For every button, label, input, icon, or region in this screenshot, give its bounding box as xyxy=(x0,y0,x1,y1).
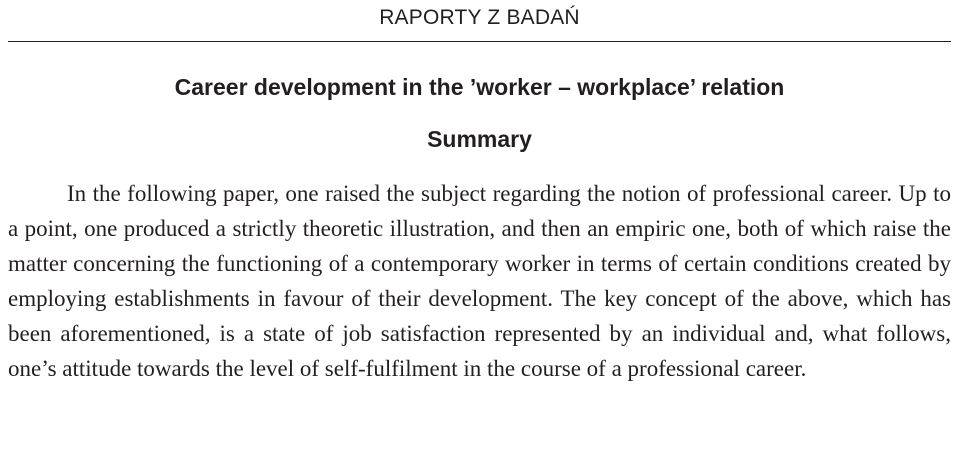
summary-heading: Summary xyxy=(427,126,532,152)
article-title: Career development in the ’worker – workplace’ relation xyxy=(174,74,785,100)
running-header: RAPORTY Z BADAŃ xyxy=(379,6,580,29)
summary-paragraph: In the following paper, one raised the subject regarding the notion of professional career. Up to a point, one produced a strictly theoretic illustration, and then an empiric one, both of which raise the matter concerning the functioning of a contemporary worker in terms of certain conditions created by employing establishments in favour of their development. The key concept of the above, which has been aforementioned, is a state of job satisfaction represented by an individual and, what follows, one’s attitude towards the level of self-fulfilment in the course of a professional career. xyxy=(8,181,951,381)
header-divider xyxy=(8,41,951,42)
